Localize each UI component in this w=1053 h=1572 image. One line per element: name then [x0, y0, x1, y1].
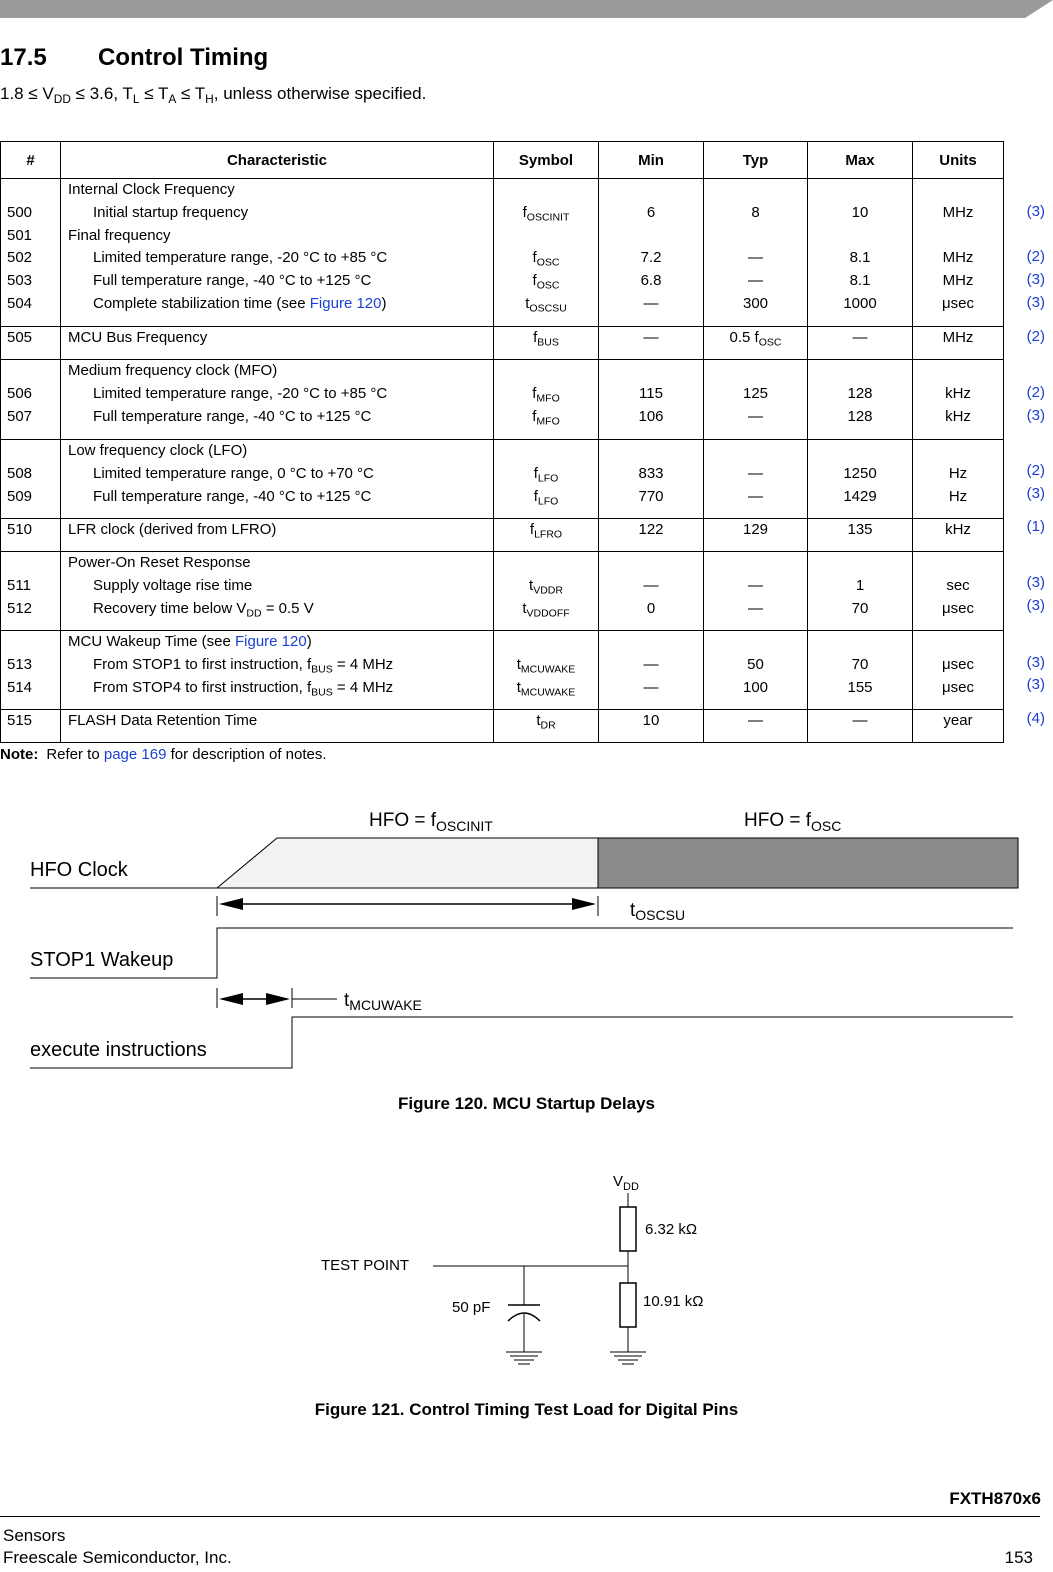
hfo-oscinit-region [217, 838, 598, 888]
section-title: Control Timing [98, 44, 269, 71]
note-link[interactable]: (1) [1026, 518, 1045, 535]
ground-icon [506, 1352, 542, 1364]
note-link[interactable]: (3) [1026, 407, 1045, 424]
figure-120-link[interactable]: Figure 120 [309, 294, 382, 312]
resistor-r1 [620, 1207, 636, 1251]
mcu-startup-delays-diagram [0, 800, 1053, 1080]
table-row: 511 512 Power-On Reset Response Supply voltage rise time Recovery time below $V_{DD} = 0.5$ V $t_{VDDR}$ $t_{VDDOFF}$ — 0 — — 1 70 sec μsec [1, 552, 1004, 631]
note-link[interactable]: (3) [1026, 654, 1045, 671]
footer-company: Freescale Semiconductor, Inc. [3, 1548, 232, 1567]
table-row: 505 MCU Bus Frequency $f_{BUS}$ — 0.5 $f_{OSC}$ — MHz [1, 327, 1004, 360]
header-units: Units [913, 142, 1004, 179]
header-max: Max [808, 142, 913, 179]
tmcuwake-label: $t_{MCUWAKE}$ [344, 990, 422, 1013]
test-load-circuit [0, 1165, 1053, 1385]
table-footnote: Note: Refer to page 169 for description of notes. [0, 746, 327, 763]
table-row: 500 501 502 503 504 Internal Clock Frequency Initial startup frequency Final frequency Limited temperature range, -20 °C to +85 °C Full temperature range, -40 °C to +125 °C Complete stabilization time (see Figure 120) $f_{OSCINIT}$ $f_{OSC}$ $f_{OSC}$ $t_{OSCSU}$ 6 7.2 6.8 — 8 — — 300 10 8.1 8.1 1000 MHz MHz MHz μsec [1, 179, 1004, 327]
hfo-oscinit-label: HFO = $f_{OSCINIT}$ [369, 810, 493, 834]
header-characteristic: Characteristic [61, 142, 494, 179]
figure-121-caption: Figure 121. Control Timing Test Load for Digital Pins [314, 1400, 739, 1419]
execute-instructions-label: execute instructions [30, 1039, 207, 1061]
page-number: 153 [1004, 1548, 1033, 1567]
note-link[interactable]: (3) [1026, 597, 1045, 614]
note-link[interactable]: (3) [1026, 485, 1045, 502]
hfo-clock-label: HFO Clock [30, 859, 128, 881]
top-banner [0, 0, 1053, 18]
table-row: 513 514 MCU Wakeup Time (see Figure 120) From STOP1 to first instruction, $f_{BUS} = 4$ MHz From STOP4 to first instruction, $f_{BUS} = 4$ MHz $t_{MCUWAKE}$ $t_{MCUWAKE}$ — — 50 100 70 155 μsec μsec [1, 631, 1004, 710]
note-link[interactable]: (2) [1026, 248, 1045, 265]
vdd-label: $V_{DD}$ [613, 1173, 639, 1193]
capacitor-value: 50 pF [452, 1299, 491, 1316]
ground-icon [610, 1352, 646, 1364]
note-link[interactable]: (3) [1026, 294, 1045, 311]
stop1-wakeup-signal [30, 928, 1013, 978]
hfo-osc-label: HFO = $f_{OSC}$ [744, 810, 842, 834]
test-point-label: TEST POINT [321, 1257, 410, 1274]
header-typ: Typ [704, 142, 808, 179]
header-min: Min [599, 142, 704, 179]
note-link[interactable]: (3) [1026, 203, 1045, 220]
figure-120-caption: Figure 120. MCU Startup Delays [398, 1094, 655, 1113]
footer-category: Sensors [3, 1526, 66, 1545]
footer-divider [0, 1516, 1040, 1517]
header-num: # [1, 142, 61, 179]
section-heading [0, 44, 268, 72]
table-row: 508 509 Low frequency clock (LFO) Limited temperature range, 0 °C to +70 °C Full temperature range, -40 °C to +125 °C $f_{LFO}$ $f_{LFO}$ 833 770 — — 1250 1429 Hz Hz [1, 440, 1004, 519]
note-link[interactable]: (2) [1026, 384, 1045, 401]
note-link[interactable]: (2) [1026, 328, 1045, 345]
stop1-wakeup-label: STOP1 Wakeup [30, 949, 174, 971]
document-id: FXTH870x6 [949, 1489, 1041, 1508]
hfo-osc-region [598, 838, 1018, 888]
figure-120-link[interactable]: Figure 120 [235, 633, 307, 650]
header-symbol: Symbol [494, 142, 599, 179]
r2-value: 10.91 kΩ [643, 1293, 704, 1310]
note-link[interactable]: (3) [1026, 271, 1045, 288]
note-link[interactable]: (4) [1026, 710, 1045, 727]
page-169-link-text[interactable]: page 169 [103, 746, 167, 763]
note-link[interactable]: (2) [1026, 462, 1045, 479]
note-link[interactable]: (3) [1026, 676, 1045, 693]
resistor-r2 [620, 1283, 636, 1327]
table-row: 510 LFR clock (derived from LFRO) $f_{LFRO}$ 122 129 135 kHz [1, 519, 1004, 552]
table-row: 515 FLASH Data Retention Time $t_{DR}$ 10 — — year [1, 710, 1004, 743]
note-link[interactable]: (3) [1026, 574, 1045, 591]
operating-conditions: $1.8 \le V_{DD} \le 3.6$, $T_L \le T_A \le T_H$, unless otherwise specified. [0, 84, 427, 107]
table-row: 506 507 Medium frequency clock (MFO) Limited temperature range, -20 °C to +85 °C Full temperature range, -40 °C to +125 °C $f_{MFO}$ $f_{MFO}$ 115 106 125 — 128 128 kHz kHz [1, 360, 1004, 440]
toscsu-label: $t_{OSCSU}$ [630, 900, 686, 923]
r1-value: 6.32 kΩ [645, 1221, 698, 1238]
table-header-row [1, 142, 1004, 179]
control-timing-table [0, 141, 1004, 743]
section-number: 17.5 [0, 44, 47, 71]
